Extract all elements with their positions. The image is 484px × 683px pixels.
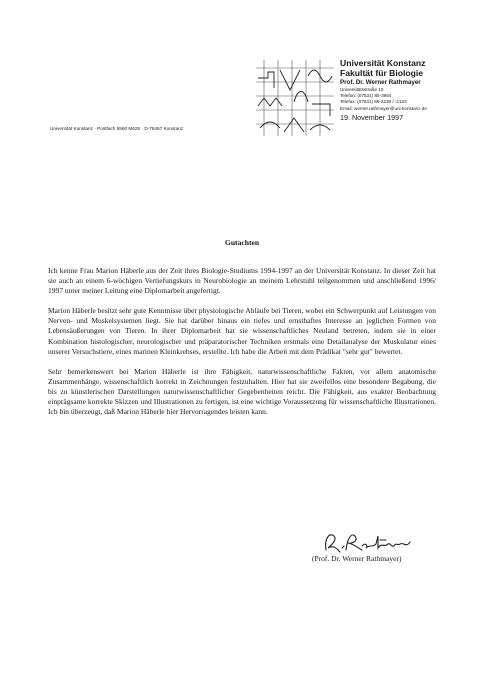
faculty-name: Fakultät für Biologie: [340, 68, 424, 78]
sender-address-line: Universität Konstanz · Postfach 5560 M625 · D-78457 Konstanz: [50, 126, 184, 131]
document-title: Gutachten: [224, 238, 260, 247]
address-line: Universitätsstraße 10: [340, 87, 384, 92]
letter-body: [48, 266, 436, 427]
email-line: Email: werner.rathmayer@uni-konstanz.de: [340, 105, 427, 111]
fax-line: Telefax: (07531) 88-2238 / -2133: [340, 99, 407, 105]
phone-line: Telefon: (07531) 88-3964: [340, 93, 392, 99]
paragraph-2: Marion Häberle besitzt sehr gute Kenntnisse über physiologische Abläufe bei Tieren, wobei ein Schwerpunkt auf Leistungen von Nerven- und Muskelsystemen liegt. Sie hat darüber hinaus ein tiefes und ernsthaftes Interesse an jeglichen Formen von Lebensäußerungen von Tieren. In ihrer Diplomarbeit hat sie wissenschaftliches Neuland betreten, indem sie in einer Kombination histologischer, neurologischer und präparatorischer Techniken erstmals eine Detailanalyse der Muskulatur eines unserer Versuchstiere, eines marinen Kleinkrebses, erstellte. Ich habe die Arbeit mit dem Prädikat "sehr gut" bewertet.: [48, 306, 436, 356]
professor-name: Prof. Dr. Werner Rathmayer: [340, 79, 421, 86]
letter-date: 19. November 1997: [340, 112, 404, 122]
signature-name: (Prof. Dr. Werner Rathmayer): [312, 554, 402, 563]
university-logo-icon: [254, 58, 336, 138]
letterhead: [340, 58, 480, 122]
handwritten-signature-icon: [320, 528, 420, 554]
paragraph-3: Sehr bemerkenswert bei Marion Häberle ist ihre Fähigkeit, naturwissenschaftliche Fakten, vor allem anatomische Zusammenhänge, wissenschaftlich korrekt in Zeichnungen festzuhalten. Hier hat sie zweifellos eine besondere Begabung, die bis zu künstlerischen Darstellungen naturwissenschaftlicher Gegebenheiten reicht. Die Fähigkeit, aus exakter Beobachtung einprägsame korrekte Skizzen und Illustrationen zu fertigen, ist eine wichtige Voraussetzung für wissenschaftliche Illustrationen. Ich bin überzeugt, daß Marion Häberle hier Hervorragendes leisten kann.: [48, 366, 436, 417]
university-name: Universität Konstanz: [340, 58, 426, 68]
paragraph-1: Ich kenne Frau Marion Häberle aus der Zeit ihres Biologie-Studiums 1994-1997 an der Universität Konstanz. In dieser Zeit hat sie auch an einem 6-wöchigen Vertiefungskurs in Neurobiologie an meinem Lehrstuhl teilgenommen und anschließend 1996/ 1997 unter meiner Leitung eine Diplomarbeit angefertigt.: [48, 266, 436, 296]
